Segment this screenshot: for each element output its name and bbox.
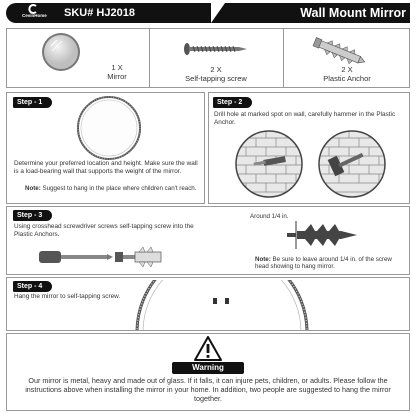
step-3-text: Using crosshead screwdriver screws self-tapping screw into the Plastic Anchors.: [14, 223, 194, 238]
step-2-panel: [208, 92, 410, 204]
part-screw-qty: 2 X: [210, 65, 222, 74]
step-2-tag: Step - 2: [213, 97, 252, 108]
step-4-text: Hang the mirror to self-tapping screw.: [14, 293, 121, 300]
step-1-tag: Step - 1: [13, 97, 52, 108]
anchor-in-wall-icon: [287, 221, 359, 249]
warning-title: Warning: [172, 362, 244, 374]
step-1-note-text: Suggest to hang in the place where children can't reach.: [42, 185, 197, 192]
sku-label: SKU# HJ2018: [64, 7, 135, 19]
parts-list: [6, 28, 410, 88]
part-mirror: [87, 63, 147, 81]
header: [0, 0, 416, 26]
mirror-frame-icon: [76, 95, 142, 161]
step-4-tag: Step - 4: [13, 281, 52, 292]
step-1-text: Determine your preferred location and height. Make sure the wall is a load-bearing wall that supports the weight of the mirror.: [14, 160, 198, 175]
step-3-around-label: Around 1/4 in.: [250, 213, 289, 220]
page-title: Wall Mount Mirror: [300, 6, 406, 20]
screwdriver-icon: [39, 245, 163, 269]
step-3-tag: Step - 3: [13, 210, 52, 221]
step-2-text: Drill hole at marked spot on wall, carefully hammer in the Plastic Anchor.: [214, 111, 396, 126]
step-3-note-label: Note:: [255, 256, 271, 263]
drill-wall-icon: [234, 129, 304, 199]
mirror-part-icon: [41, 32, 81, 72]
part-mirror-name: Mirror: [107, 72, 127, 81]
screw-part-icon: [183, 42, 247, 56]
part-anchor-qty: 2 X: [341, 65, 353, 74]
hammer-anchor-icon: [317, 129, 387, 199]
brand-name: CevinHome: [22, 13, 47, 18]
step-3-note: [255, 256, 407, 271]
part-anchor-name: Plastic Anchor: [323, 74, 371, 83]
step-3-panel: [6, 206, 410, 275]
step-3-note-text: Be sure to leave around 1/4 in. of the screw head showing to hang mirror.: [255, 256, 392, 271]
step-4-panel: [6, 277, 410, 331]
step-1-panel: [6, 92, 205, 204]
part-screw-name: Self-tapping screw: [185, 74, 247, 83]
warning-icon: [194, 336, 222, 361]
hanging-mirror-icon: [133, 280, 311, 331]
step-1-note-label: Note:: [25, 185, 41, 192]
part-screw: [150, 65, 282, 83]
warning-text: Our mirror is metal, heavy and made out of glass. If it falls, it can injure pets, children, or adults. Please follow the instructions above when installing the mirror in your home. In addition, two people are suggested to hang the mirror together.: [25, 376, 391, 404]
anchor-part-icon: [309, 37, 369, 65]
part-mirror-qty: 1 X: [111, 63, 123, 72]
step-1-note: [25, 185, 201, 192]
part-anchor: [284, 65, 410, 83]
